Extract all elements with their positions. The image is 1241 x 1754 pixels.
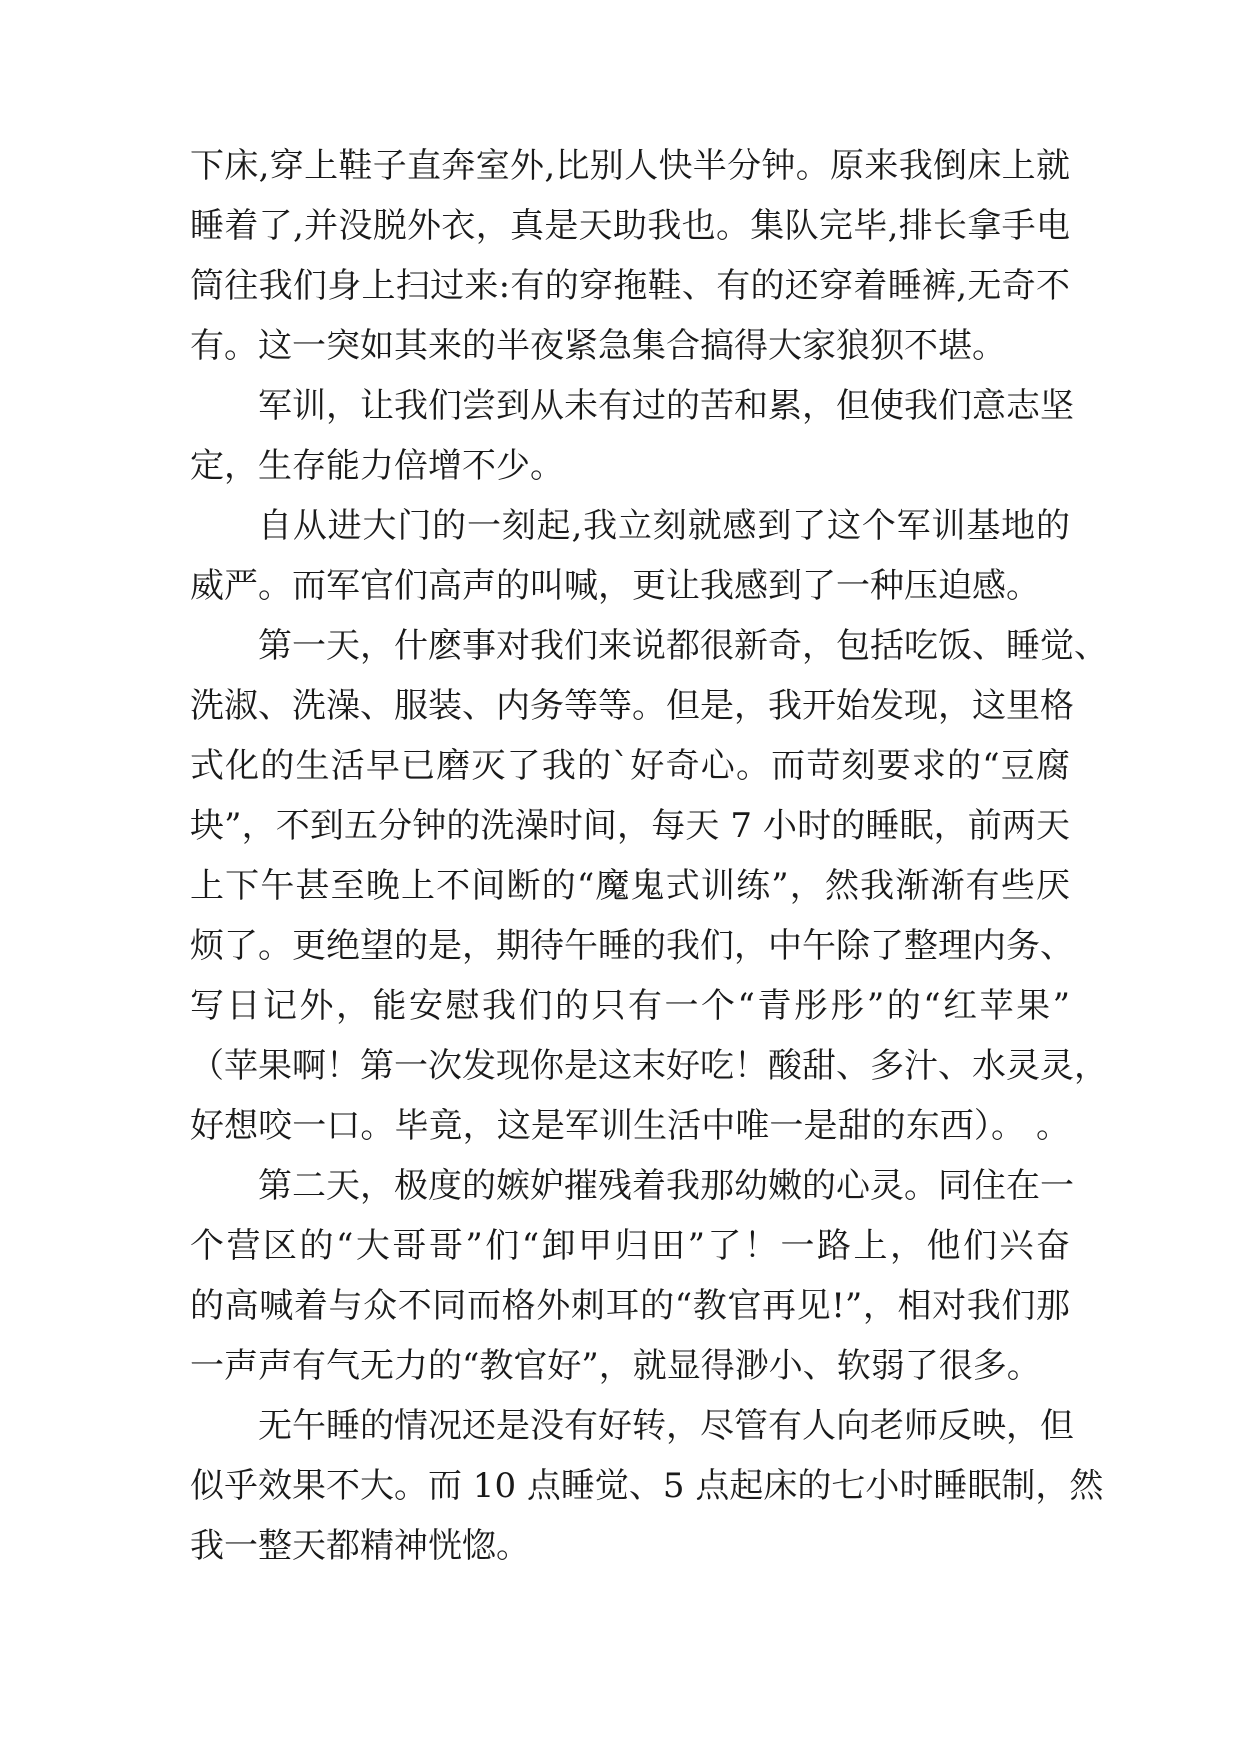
paragraph-first-line: 第一天，什麽事对我们来说都很新奇，包括吃饭、睡觉、	[258, 626, 1108, 666]
text-line: 式化的生活早已磨灭了我的`好奇心。而苛刻要求的“豆腐	[190, 746, 1070, 786]
text-line: 一声声有气无力的“教官好”，就显得渺小、软弱了很多。	[190, 1346, 1041, 1386]
text-line: 烦了。更绝望的是，期待午睡的我们，中午除了整理内务、	[190, 926, 1074, 966]
text-line: 的高喊着与众不同而格外刺耳的“教官再见!”，相对我们那	[190, 1286, 1070, 1326]
paragraph-first-line: 第二天，极度的嫉妒摧残着我那幼嫩的心灵。同住在一	[258, 1166, 1074, 1206]
text-line: 筒往我们身上扫过来:有的穿拖鞋、有的还穿着睡裤,无奇不	[190, 266, 1070, 306]
text-line: 写日记外，能安慰我们的只有一个“青彤彤”的“红苹果”	[190, 986, 1070, 1026]
text-line: 定，生存能力倍增不少。	[190, 446, 564, 486]
text-line: 上下午甚至晚上不间断的“魔鬼式训练”，然我渐渐有些厌	[190, 866, 1070, 906]
text-line: 威严。而军官们高声的叫喊，更让我感到了一种压迫感。	[190, 566, 1040, 606]
text-line: 我一整天都精神恍惚。	[190, 1526, 530, 1566]
text-line: 睡着了,并没脱外衣，真是天助我也。集队完毕,排长拿手电	[190, 206, 1070, 246]
paragraph-first-line: 军训，让我们尝到从未有过的苦和累，但使我们意志坚	[258, 386, 1074, 426]
text-line: 似乎效果不大。而 10 点睡觉、5 点起床的七小时睡眠制，然	[190, 1466, 1104, 1506]
text-line: 洗淑、洗澡、服装、内务等等。但是，我开始发现，这里格	[190, 686, 1074, 726]
paragraph-first-line: 无午睡的情况还是没有好转，尽管有人向老师反映，但	[258, 1406, 1074, 1446]
paragraph-first-line: 自从进大门的一刻起,我立刻就感到了这个军训基地的	[258, 506, 1070, 546]
text-line: 有。这一突如其来的半夜紧急集合搞得大家狼狈不堪。	[190, 326, 1006, 366]
text-line: 块”，不到五分钟的洗澡时间，每天 7 小时的睡眠，前两天	[190, 806, 1070, 846]
text-line: 好想咬一口。毕竟，这是军训生活中唯一是甜的东西）。 。	[190, 1106, 1070, 1146]
text-line: 下床,穿上鞋子直奔室外,比别人快半分钟。原来我倒床上就	[190, 146, 1070, 186]
text-line: （苹果啊！第一次发现你是这末好吃！酸甜、多汁、水灵灵，	[190, 1046, 1108, 1086]
text-line: 个营区的“大哥哥”们“卸甲归田”了！一路上，他们兴奋	[190, 1226, 1070, 1266]
